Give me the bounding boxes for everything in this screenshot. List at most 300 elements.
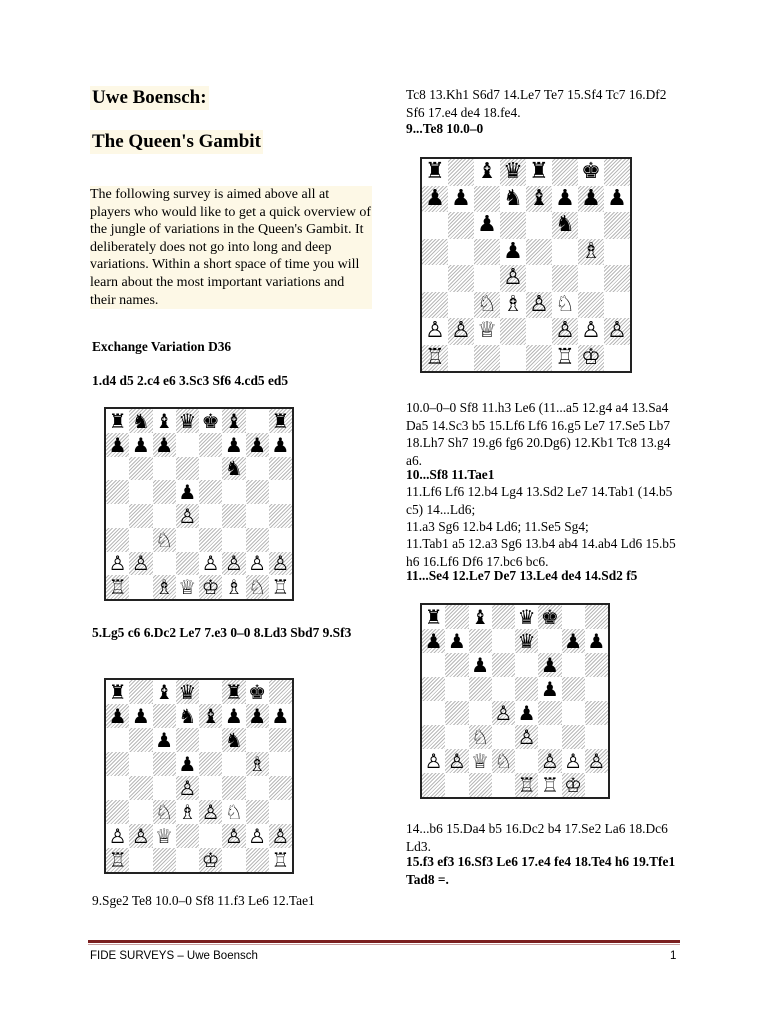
board-square: [538, 653, 561, 677]
board-square: [448, 159, 474, 186]
board-square: [153, 504, 176, 528]
board-square: [448, 186, 474, 213]
board-square: [448, 212, 474, 239]
board-square: [153, 575, 176, 599]
board-square: [106, 728, 129, 752]
white-king-icon: ♔: [564, 773, 583, 797]
black-pawn-icon: ♟: [224, 704, 243, 728]
black-rook-icon: ♜: [271, 409, 290, 433]
white-knight-icon: ♘: [471, 725, 490, 749]
board-square: [469, 677, 492, 701]
board-square: [445, 677, 468, 701]
board-square: [469, 605, 492, 629]
white-pawn-icon: ♙: [248, 551, 267, 576]
black-pawn-icon: ♟: [131, 704, 150, 728]
black-knight-icon: ♞: [224, 728, 243, 752]
black-pawn-icon: ♟: [224, 432, 243, 457]
white-queen-icon: ♕: [178, 575, 197, 599]
black-king-icon: ♚: [540, 605, 559, 629]
board-square: [515, 701, 538, 725]
board-square: [176, 728, 199, 752]
white-pawn-icon: ♙: [108, 551, 127, 576]
board-square: [129, 575, 152, 599]
board-square: [246, 457, 269, 481]
board-square: [445, 605, 468, 629]
board-square: [422, 159, 448, 186]
right-bold-3: 11...Se4 12.Le7 De7 13.Le4 de4 14.Sd2 f5: [406, 568, 638, 583]
board-square: [176, 800, 199, 824]
board-square: [269, 457, 292, 481]
board-square: [552, 265, 578, 292]
board-square: [469, 653, 492, 677]
section-heading: Exchange Variation D36: [92, 339, 232, 354]
board-square: [106, 848, 129, 872]
board-square: [492, 701, 515, 725]
white-pawn-icon: ♙: [131, 824, 150, 848]
board-square: [422, 605, 445, 629]
board-square: [153, 728, 176, 752]
board-square: [474, 186, 500, 213]
board-square: [153, 752, 176, 776]
board-square: [199, 409, 222, 433]
white-pawn-icon: ♙: [581, 318, 601, 344]
black-rook-icon: ♜: [529, 159, 549, 185]
white-bishop-icon: ♗: [248, 752, 267, 776]
board-square: [500, 292, 526, 319]
board-square: [515, 773, 538, 797]
title-author: Uwe Boensch:: [92, 87, 207, 108]
board-square: [578, 265, 604, 292]
white-knight-icon: ♘: [155, 527, 174, 552]
board-square: [153, 552, 176, 576]
board-square: [469, 701, 492, 725]
white-pawn-icon: ♙: [248, 824, 267, 848]
black-pawn-icon: ♟: [555, 185, 575, 211]
right-paragraph-2: 10.0–0–0 Sf8 11.h3 Le6 (11...a5 12.g4 a4 13.Sa4 Da5 14.Sc3 b5 15.Lf6 Lf6 16.g5 Le7 17.Se5 Lb7 18.Lh7 Sh7 19.g6 fg6 20.Dg6) 12.Kb1 Tc8 13.g4 a6.: [406, 400, 671, 468]
board-square: [552, 239, 578, 266]
board-square: [153, 528, 176, 552]
board-square: [222, 704, 245, 728]
chess-board-4: [420, 603, 610, 799]
board-square: [526, 292, 552, 319]
board-square: [106, 752, 129, 776]
white-pawn-icon: ♙: [494, 701, 513, 725]
board-square: [526, 265, 552, 292]
black-bishop-icon: ♝: [529, 185, 549, 211]
black-pawn-icon: ♟: [447, 629, 466, 653]
white-bishop-icon: ♗: [224, 575, 243, 599]
board-square: [269, 504, 292, 528]
board-square: [199, 504, 222, 528]
black-bishop-icon: ♝: [201, 704, 220, 728]
black-king-icon: ♚: [581, 159, 601, 185]
board-square: [176, 409, 199, 433]
board-square: [269, 433, 292, 457]
board-square: [246, 680, 269, 704]
board-square: [422, 318, 448, 345]
board-square: [269, 824, 292, 848]
black-pawn-icon: ♟: [540, 677, 559, 701]
right-bold-4: 15.f3 ef3 16.Sf3 Le6 17.e4 fe4 18.Te4 h6 19.Tfe1 Tad8 =.: [406, 854, 676, 887]
board-square: [469, 749, 492, 773]
board-square: [222, 848, 245, 872]
board-square: [176, 457, 199, 481]
right-paragraph-6: 14...b6 15.Da4 b5 16.Dc2 b4 17.Se2 La6 18.Dc6 Ld3.: [406, 821, 668, 854]
white-rook-icon: ♖: [425, 344, 445, 370]
board-square: [106, 409, 129, 433]
board-square: [269, 552, 292, 576]
board-square: [492, 749, 515, 773]
white-pawn-icon: ♙: [108, 824, 127, 848]
black-rook-icon: ♜: [108, 409, 127, 433]
board-square: [526, 239, 552, 266]
board-square: [585, 677, 608, 701]
board-square: [500, 318, 526, 345]
board-square: [585, 749, 608, 773]
page-number: 1: [670, 950, 677, 962]
chess-board-2: [104, 678, 294, 874]
white-rook-icon: ♖: [108, 575, 127, 599]
board-square: [469, 725, 492, 749]
black-pawn-icon: ♟: [424, 629, 443, 653]
board-square: [474, 265, 500, 292]
white-knight-icon: ♘: [555, 291, 575, 317]
board-square: [422, 773, 445, 797]
board-square: [538, 725, 561, 749]
board-square: [492, 653, 515, 677]
board-square: [492, 773, 515, 797]
black-pawn-icon: ♟: [108, 704, 127, 728]
board-square: [562, 677, 585, 701]
white-knight-icon: ♘: [224, 800, 243, 824]
white-pawn-icon: ♙: [178, 776, 197, 800]
board-square: [269, 680, 292, 704]
title-opening: The Queen's Gambit: [92, 131, 261, 152]
board-square: [246, 824, 269, 848]
board-square: [474, 239, 500, 266]
board-square: [474, 212, 500, 239]
board-square: [562, 749, 585, 773]
board-square: [422, 239, 448, 266]
board-square: [578, 212, 604, 239]
white-pawn-icon: ♙: [131, 551, 150, 576]
board-square: [552, 212, 578, 239]
board-square: [604, 292, 630, 319]
black-king-icon: ♚: [248, 680, 267, 704]
board-square: [269, 848, 292, 872]
board-square: [538, 629, 561, 653]
board-square: [106, 800, 129, 824]
black-knight-icon: ♞: [178, 704, 197, 728]
white-king-icon: ♔: [581, 344, 601, 370]
black-queen-icon: ♛: [178, 680, 197, 704]
board-square: [199, 680, 222, 704]
board-square: [153, 824, 176, 848]
board-square: [585, 701, 608, 725]
board-square: [176, 776, 199, 800]
board-square: [153, 409, 176, 433]
board-square: [578, 239, 604, 266]
board-square: [578, 345, 604, 372]
white-bishop-icon: ♗: [178, 800, 197, 824]
board-square: [106, 528, 129, 552]
board-square: [222, 752, 245, 776]
board-square: [585, 629, 608, 653]
board-square: [246, 575, 269, 599]
white-rook-icon: ♖: [517, 773, 536, 797]
board-square: [552, 292, 578, 319]
board-square: [153, 480, 176, 504]
white-king-icon: ♔: [201, 848, 220, 872]
board-square: [246, 552, 269, 576]
board-square: [562, 653, 585, 677]
board-square: [222, 528, 245, 552]
board-square: [422, 677, 445, 701]
black-queen-icon: ♛: [517, 629, 536, 653]
board-square: [500, 212, 526, 239]
board-square: [578, 292, 604, 319]
board-square: [515, 677, 538, 701]
white-rook-icon: ♖: [540, 773, 559, 797]
board-square: [176, 433, 199, 457]
right-bold-2: 10...Sf8 11.Tae1: [406, 467, 495, 482]
board-square: [445, 749, 468, 773]
white-knight-icon: ♘: [155, 800, 174, 824]
black-pawn-icon: ♟: [607, 185, 627, 211]
board-square: [448, 345, 474, 372]
board-square: [129, 848, 152, 872]
chess-board-3: [420, 157, 632, 373]
board-square: [106, 480, 129, 504]
board-square: [515, 725, 538, 749]
board-square: [199, 528, 222, 552]
board-square: [176, 552, 199, 576]
white-pawn-icon: ♙: [529, 291, 549, 317]
board-square: [199, 457, 222, 481]
black-pawn-icon: ♟: [471, 653, 490, 677]
board-square: [552, 345, 578, 372]
black-pawn-icon: ♟: [477, 212, 497, 238]
board-square: [153, 457, 176, 481]
board-square: [176, 680, 199, 704]
board-square: [526, 345, 552, 372]
white-pawn-icon: ♙: [425, 318, 445, 344]
board-square: [222, 728, 245, 752]
board-square: [562, 773, 585, 797]
board-square: [445, 629, 468, 653]
board-square: [445, 653, 468, 677]
board-square: [199, 704, 222, 728]
board-square: [448, 292, 474, 319]
board-square: [448, 239, 474, 266]
board-square: [176, 752, 199, 776]
board-square: [153, 800, 176, 824]
board-square: [222, 776, 245, 800]
board-square: [562, 605, 585, 629]
black-pawn-icon: ♟: [564, 629, 583, 653]
white-rook-icon: ♖: [108, 848, 127, 872]
board-square: [269, 528, 292, 552]
right-paragraph-4: 11.a3 Sg6 12.b4 Ld6; 11.Se5 Sg4;: [406, 519, 589, 534]
board-square: [199, 575, 222, 599]
board-square: [222, 800, 245, 824]
board-square: [246, 728, 269, 752]
board-square: [153, 848, 176, 872]
board-square: [153, 433, 176, 457]
board-square: [129, 409, 152, 433]
board-square: [153, 680, 176, 704]
board-square: [176, 848, 199, 872]
black-knight-icon: ♞: [131, 409, 150, 433]
board-square: [269, 480, 292, 504]
board-square: [492, 629, 515, 653]
board-square: [129, 800, 152, 824]
board-square: [585, 605, 608, 629]
moves-line-3: 9.Sge2 Te8 10.0–0 Sf8 11.f3 Le6 12.Tae1: [92, 893, 315, 908]
black-bishop-icon: ♝: [471, 605, 490, 629]
black-rook-icon: ♜: [224, 680, 243, 704]
black-pawn-icon: ♟: [271, 432, 290, 457]
white-king-icon: ♔: [201, 575, 220, 599]
white-queen-icon: ♕: [477, 318, 497, 344]
board-square: [604, 212, 630, 239]
board-square: [246, 800, 269, 824]
board-square: [246, 704, 269, 728]
black-queen-icon: ♛: [503, 159, 523, 185]
board-square: [176, 575, 199, 599]
white-pawn-icon: ♙: [540, 749, 559, 773]
board-square: [515, 749, 538, 773]
board-square: [604, 186, 630, 213]
black-pawn-icon: ♟: [503, 238, 523, 264]
black-pawn-icon: ♟: [540, 653, 559, 677]
board-square: [222, 480, 245, 504]
board-square: [129, 776, 152, 800]
board-square: [422, 212, 448, 239]
board-square: [129, 752, 152, 776]
board-square: [552, 159, 578, 186]
board-square: [538, 773, 561, 797]
board-square: [222, 575, 245, 599]
black-pawn-icon: ♟: [178, 480, 197, 504]
white-queen-icon: ♕: [471, 749, 490, 773]
moves-line-2: 5.Lg5 c6 6.Dc2 Le7 7.e3 0–0 8.Ld3 Sbd7 9.Sf3: [92, 625, 352, 640]
board-square: [199, 752, 222, 776]
white-queen-icon: ♕: [155, 824, 174, 848]
board-square: [422, 653, 445, 677]
white-knight-icon: ♘: [477, 291, 497, 317]
board-square: [176, 480, 199, 504]
black-rook-icon: ♜: [108, 680, 127, 704]
white-bishop-icon: ♗: [503, 291, 523, 317]
white-pawn-icon: ♙: [555, 318, 575, 344]
board-square: [246, 433, 269, 457]
board-square: [526, 159, 552, 186]
white-pawn-icon: ♙: [424, 749, 443, 773]
board-square: [562, 629, 585, 653]
board-square: [526, 318, 552, 345]
white-pawn-icon: ♙: [607, 318, 627, 344]
board-square: [199, 776, 222, 800]
black-pawn-icon: ♟: [581, 185, 601, 211]
white-pawn-icon: ♙: [503, 265, 523, 291]
board-square: [199, 800, 222, 824]
black-knight-icon: ♞: [555, 212, 575, 238]
right-paragraph-3: 11.Lf6 Lf6 12.b4 Lg4 13.Sd2 Le7 14.Tab1 (14.b5 c5) 14...Ld6;: [406, 484, 673, 517]
board-square: [448, 318, 474, 345]
black-pawn-icon: ♟: [425, 185, 445, 211]
black-pawn-icon: ♟: [155, 728, 174, 752]
board-square: [585, 725, 608, 749]
board-square: [106, 433, 129, 457]
board-square: [129, 480, 152, 504]
board-square: [445, 701, 468, 725]
board-square: [153, 704, 176, 728]
board-square: [552, 318, 578, 345]
black-pawn-icon: ♟: [271, 704, 290, 728]
black-bishop-icon: ♝: [155, 409, 174, 433]
black-bishop-icon: ♝: [477, 159, 497, 185]
board-square: [422, 186, 448, 213]
board-square: [578, 186, 604, 213]
board-square: [538, 605, 561, 629]
board-square: [199, 824, 222, 848]
board-square: [604, 159, 630, 186]
board-square: [106, 457, 129, 481]
black-pawn-icon: ♟: [451, 185, 471, 211]
board-square: [269, 575, 292, 599]
black-pawn-icon: ♟: [131, 432, 150, 457]
black-pawn-icon: ♟: [587, 629, 606, 653]
board-square: [422, 725, 445, 749]
board-square: [585, 773, 608, 797]
board-square: [604, 345, 630, 372]
board-square: [129, 704, 152, 728]
right-bold-1: 9...Te8 10.0–0: [406, 121, 484, 136]
board-square: [106, 552, 129, 576]
white-pawn-icon: ♙: [587, 749, 606, 773]
black-bishop-icon: ♝: [155, 680, 174, 704]
black-king-icon: ♚: [201, 409, 220, 433]
board-square: [578, 318, 604, 345]
white-pawn-icon: ♙: [271, 824, 290, 848]
board-square: [246, 776, 269, 800]
board-square: [526, 212, 552, 239]
board-square: [448, 265, 474, 292]
black-pawn-icon: ♟: [248, 432, 267, 457]
board-square: [222, 552, 245, 576]
board-square: [585, 653, 608, 677]
board-square: [129, 504, 152, 528]
board-square: [445, 773, 468, 797]
white-pawn-icon: ♙: [178, 504, 197, 528]
board-square: [106, 776, 129, 800]
board-square: [269, 800, 292, 824]
board-square: [129, 457, 152, 481]
white-pawn-icon: ♙: [447, 749, 466, 773]
board-square: [129, 728, 152, 752]
board-square: [500, 159, 526, 186]
board-square: [469, 629, 492, 653]
board-square: [422, 701, 445, 725]
white-pawn-icon: ♙: [451, 318, 471, 344]
board-square: [269, 776, 292, 800]
board-square: [246, 480, 269, 504]
black-knight-icon: ♞: [224, 456, 243, 481]
board-square: [562, 701, 585, 725]
board-square: [422, 292, 448, 319]
board-square: [538, 701, 561, 725]
